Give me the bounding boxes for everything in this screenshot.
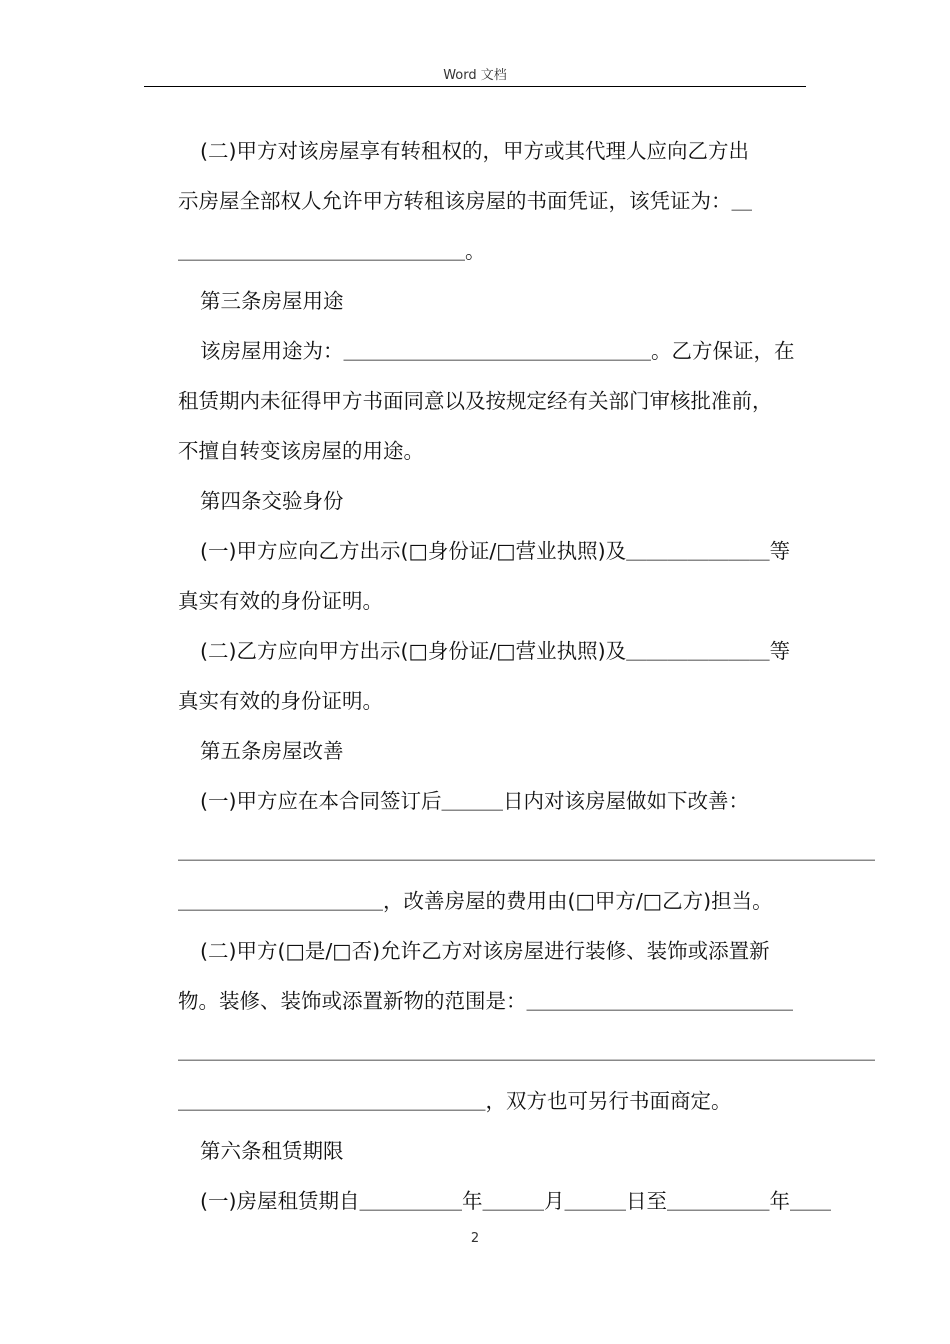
header-divider: [144, 86, 806, 87]
paragraph-line: 该房屋用途为：＿＿＿＿＿＿＿＿＿＿＿＿＿＿＿。乙方保证，在: [200, 339, 795, 363]
paragraph-line: (一)甲方应在本合同签订后＿＿＿日内对该房屋做如下改善：: [200, 789, 749, 813]
paragraph-line: (一)房屋租赁期自＿＿＿＿＿年＿＿＿月＿＿＿日至＿＿＿＿＿年＿＿: [200, 1189, 831, 1213]
paragraph-line: ＿＿＿＿＿＿＿＿＿＿，改善房屋的费用由(□甲方/□乙方)担当。: [178, 889, 773, 913]
paragraph-line: 租赁期内未征得甲方书面同意以及按规定经有关部门审核批准前，: [178, 389, 773, 413]
section-heading: 第六条租赁期限: [200, 1139, 344, 1163]
paragraph-line: 物。装修、装饰或添置新物的范围是：＿＿＿＿＿＿＿＿＿＿＿＿＿: [178, 989, 793, 1013]
page-header: Word 文档: [443, 68, 507, 83]
document-body: [178, 126, 875, 1226]
paragraph-line: ＿＿＿＿＿＿＿＿＿＿＿＿＿＿＿，双方也可另行书面商定。: [178, 1089, 732, 1113]
paragraph-line: 真实有效的身份证明。: [178, 689, 383, 713]
section-heading: 第四条交验身份: [200, 489, 344, 513]
paragraph-line: (二)乙方应向甲方出示(□身份证/□营业执照)及＿＿＿＿＿＿＿等: [200, 639, 791, 663]
paragraph-line: (二)甲方对该房屋享有转租权的，甲方或其代理人应向乙方出: [200, 139, 749, 163]
paragraph-line: 不擅自转变该房屋的用途。: [178, 439, 424, 463]
paragraph-line: 真实有效的身份证明。: [178, 589, 383, 613]
section-heading: 第三条房屋用途: [200, 289, 344, 313]
page-number: 2: [470, 1231, 480, 1246]
paragraph-line: ＿＿＿＿＿＿＿＿＿＿＿＿＿＿。: [178, 239, 486, 263]
paragraph-line: ＿＿＿＿＿＿＿＿＿＿＿＿＿＿＿＿＿＿＿＿＿＿＿＿＿＿＿＿＿＿＿＿＿＿: [178, 1039, 875, 1063]
paragraph-line: 示房屋全部权人允许甲方转租该房屋的书面凭证，该凭证为：＿: [178, 189, 752, 213]
section-heading: 第五条房屋改善: [200, 739, 344, 763]
paragraph-line: (一)甲方应向乙方出示(□身份证/□营业执照)及＿＿＿＿＿＿＿等: [200, 539, 791, 563]
paragraph-line: ＿＿＿＿＿＿＿＿＿＿＿＿＿＿＿＿＿＿＿＿＿＿＿＿＿＿＿＿＿＿＿＿＿＿: [178, 839, 875, 863]
paragraph-line: (二)甲方(□是/□否)允许乙方对该房屋进行装修、装饰或添置新: [200, 939, 770, 963]
